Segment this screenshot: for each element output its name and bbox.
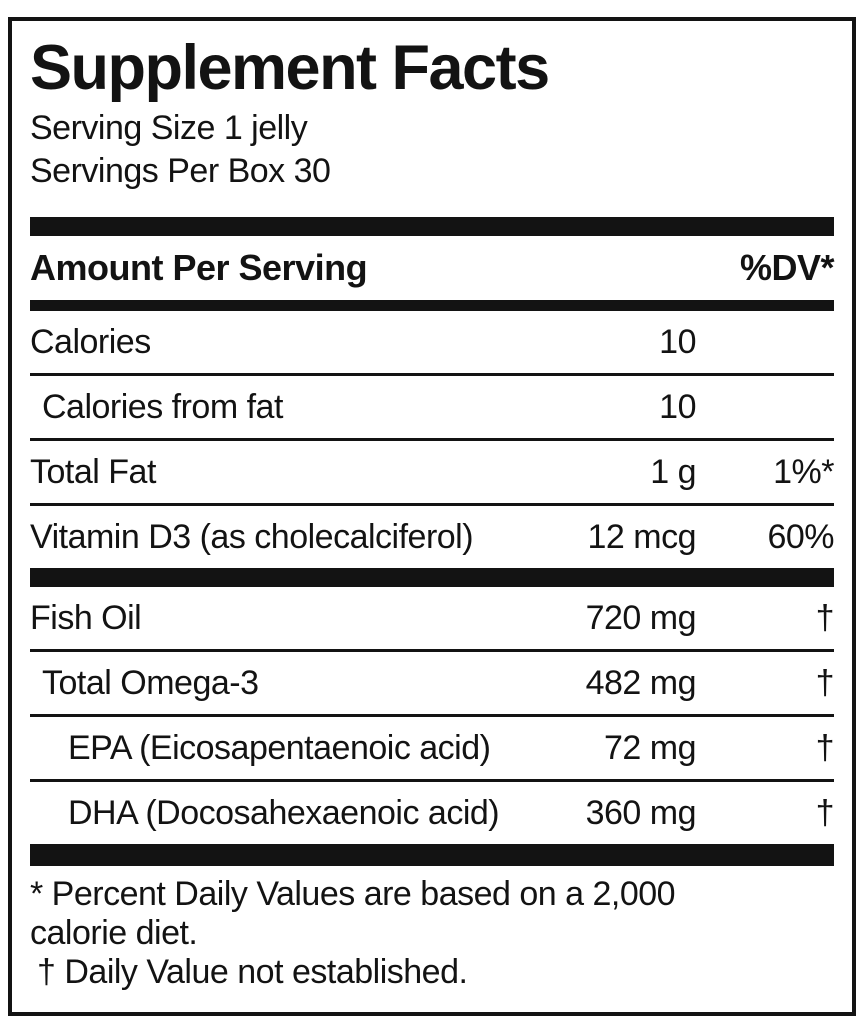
- nutrient-amount: 72 mg: [604, 728, 696, 767]
- supplement-facts-panel: [8, 17, 856, 1016]
- nutrient-name: Vitamin D3 (as cholecalciferol): [30, 517, 474, 556]
- footnotes: [30, 875, 834, 992]
- nutrient-amount: 10: [659, 387, 696, 426]
- nutrient-dv: †: [815, 598, 834, 637]
- table-row-total-omega-3: [30, 652, 834, 714]
- section-bar-middle: [30, 568, 834, 587]
- footnote-percent-dv-line2: calorie diet.: [30, 914, 198, 953]
- nutrient-dv: 60%: [767, 517, 834, 556]
- serving-size-line: Serving Size 1 jelly: [30, 109, 308, 148]
- amount-per-serving-label: Amount Per Serving: [30, 247, 368, 289]
- section-bar-bottom: [30, 844, 834, 866]
- footnote-percent-dv-line1: * Percent Daily Values are based on a 2,000: [30, 875, 676, 914]
- nutrient-amount: 720 mg: [585, 598, 696, 637]
- table-row-calories-from-fat: [30, 376, 834, 438]
- table-row-calories: [30, 311, 834, 373]
- nutrient-amount: 12 mcg: [587, 517, 696, 556]
- panel-title: Supplement Facts: [30, 33, 549, 103]
- table-row-dha: [30, 782, 834, 844]
- nutrient-name: EPA (Eicosapentaenoic acid): [68, 728, 491, 767]
- nutrient-amount: 482 mg: [585, 663, 696, 702]
- nutrient-name: DHA (Docosahexaenoic acid): [68, 793, 500, 832]
- nutrient-amount: 10: [659, 322, 696, 361]
- servings-per-box-line: Servings Per Box 30: [30, 152, 331, 191]
- percent-dv-label: %DV*: [739, 247, 834, 289]
- nutrient-dv: †: [815, 728, 834, 767]
- nutrient-name: Calories from fat: [42, 387, 283, 426]
- nutrient-name: Fish Oil: [30, 598, 142, 637]
- table-row-fish-oil: [30, 587, 834, 649]
- table-row-epa: [30, 717, 834, 779]
- section-bar-header: [30, 300, 834, 311]
- nutrient-amount: 360 mg: [585, 793, 696, 832]
- serving-info: [30, 107, 834, 193]
- table-row-vitamin-d3: [30, 506, 834, 568]
- nutrient-dv: †: [815, 663, 834, 702]
- nutrient-dv: †: [815, 793, 834, 832]
- nutrient-name: Total Fat: [30, 452, 156, 491]
- table-header-row: [30, 236, 834, 300]
- footnote-daily-value: † Daily Value not established.: [37, 953, 468, 992]
- nutrient-amount: 1 g: [650, 452, 696, 491]
- section-bar-top: [30, 217, 834, 236]
- nutrient-name: Calories: [30, 322, 151, 361]
- nutrient-dv: 1%*: [773, 452, 834, 491]
- table-row-total-fat: [30, 441, 834, 503]
- nutrient-name: Total Omega-3: [42, 663, 259, 702]
